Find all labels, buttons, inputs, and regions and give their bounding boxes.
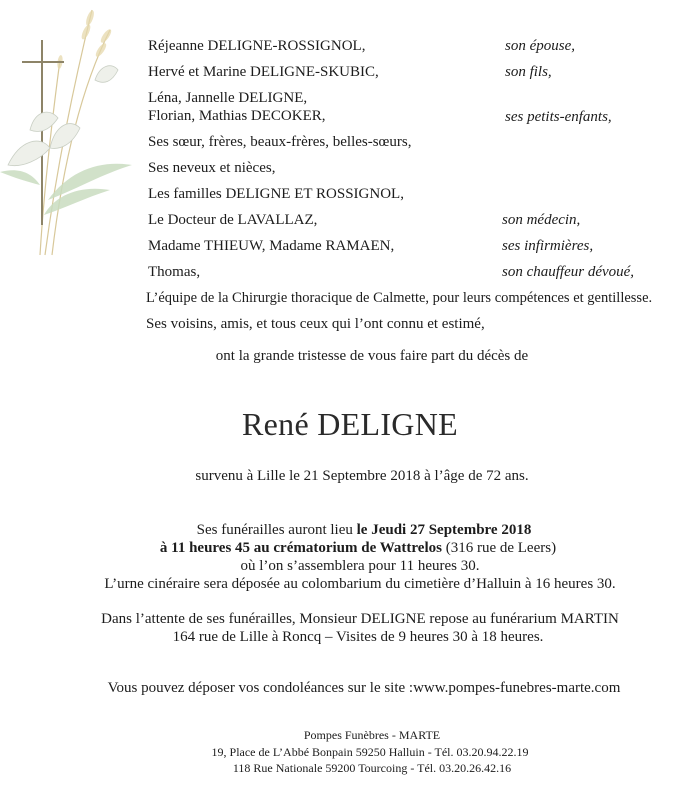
deceased-name: René DELIGNE bbox=[242, 406, 458, 442]
family-name-7: Les familles DELIGNE ET ROSSIGNOL, bbox=[148, 186, 404, 202]
family-relation-2: son fils, bbox=[505, 64, 552, 80]
family-name-11: L’équipe de la Chirurgie thoracique de Calmette, pour leurs compétences et gentillesse. bbox=[146, 290, 653, 306]
visit-line-1: Dans l’attente de ses funérailles, Monsieur DELIGNE repose au funérarium MARTIN bbox=[101, 611, 619, 627]
lily-flowers bbox=[8, 66, 118, 166]
footer-address-halluin: 19, Place de L’Abbé Bonpain 59250 Halluin - Tél. 03.20.94.22.19 bbox=[211, 745, 529, 759]
family-relation-1: son épouse, bbox=[505, 38, 575, 54]
leaves bbox=[0, 164, 132, 215]
family-name-9: Madame THIEUW, Madame RAMAEN, bbox=[148, 238, 395, 254]
family-name-3: Léna, Jannelle DELIGNE, bbox=[148, 90, 308, 106]
family-name-5: Ses sœur, frères, beaux-frères, belles-sœurs, bbox=[148, 134, 412, 150]
family-name-1: Réjeanne DELIGNE-ROSSIGNOL, bbox=[148, 38, 366, 54]
funeral-line-3: où l’on s’assemblera pour 11 heures 30. bbox=[240, 558, 480, 574]
family-name-10: Thomas, bbox=[148, 264, 201, 280]
visit-line-2: 164 rue de Lille à Roncq – Visites de 9 heures 30 à 18 heures. bbox=[172, 629, 544, 645]
family-name-6: Ses neveux et nièces, bbox=[148, 160, 276, 176]
funeral-address: (316 rue de Leers) bbox=[441, 540, 557, 556]
family-relation-9: ses infirmières, bbox=[502, 238, 594, 254]
funeral-time-place: à 11 heures 45 au crématorium de Wattrelos bbox=[159, 540, 442, 556]
funeral-date: le Jeudi 27 Septembre 2018 bbox=[356, 522, 532, 538]
family-relation-8: son médecin, bbox=[502, 212, 581, 228]
cross-lily-illustration bbox=[0, 0, 140, 260]
funeral-intro: Ses funérailles auront lieu bbox=[196, 522, 357, 538]
announcement-text: ont la grande tristesse de vous faire part du décès de bbox=[215, 348, 529, 364]
footer-company: Pompes Funèbres - MARTE bbox=[303, 728, 441, 742]
passed-text: survenu à Lille le 21 Septembre 2018 à l’âge de 72 ans. bbox=[195, 468, 529, 484]
footer-address-tourcoing: 118 Rue Nationale 59200 Tourcoing - Tél. 03.20.26.42.16 bbox=[232, 761, 512, 775]
family-relation-4: ses petits-enfants, bbox=[505, 109, 612, 125]
family-name-2: Hervé et Marine DELIGNE-SKUBIC, bbox=[148, 64, 379, 80]
family-name-12: Ses voisins, amis, et tous ceux qui l’ont connu et estimé, bbox=[146, 316, 485, 332]
funeral-line-2 bbox=[8, 539, 700, 557]
condolences-text: Vous pouvez déposer vos condoléances sur le site :www.pompes-funebres-marte.com bbox=[107, 680, 621, 696]
family-relation-10: son chauffeur dévoué, bbox=[502, 264, 635, 280]
family-name-8: Le Docteur de LAVALLAZ, bbox=[148, 212, 318, 228]
funeral-line-1 bbox=[14, 521, 700, 539]
family-name-4: Florian, Mathias DECOKER, bbox=[148, 108, 326, 124]
funeral-line-4: L’urne cinéraire sera déposée au colombarium du cimetière d’Halluin à 16 heures 30. bbox=[104, 576, 616, 592]
